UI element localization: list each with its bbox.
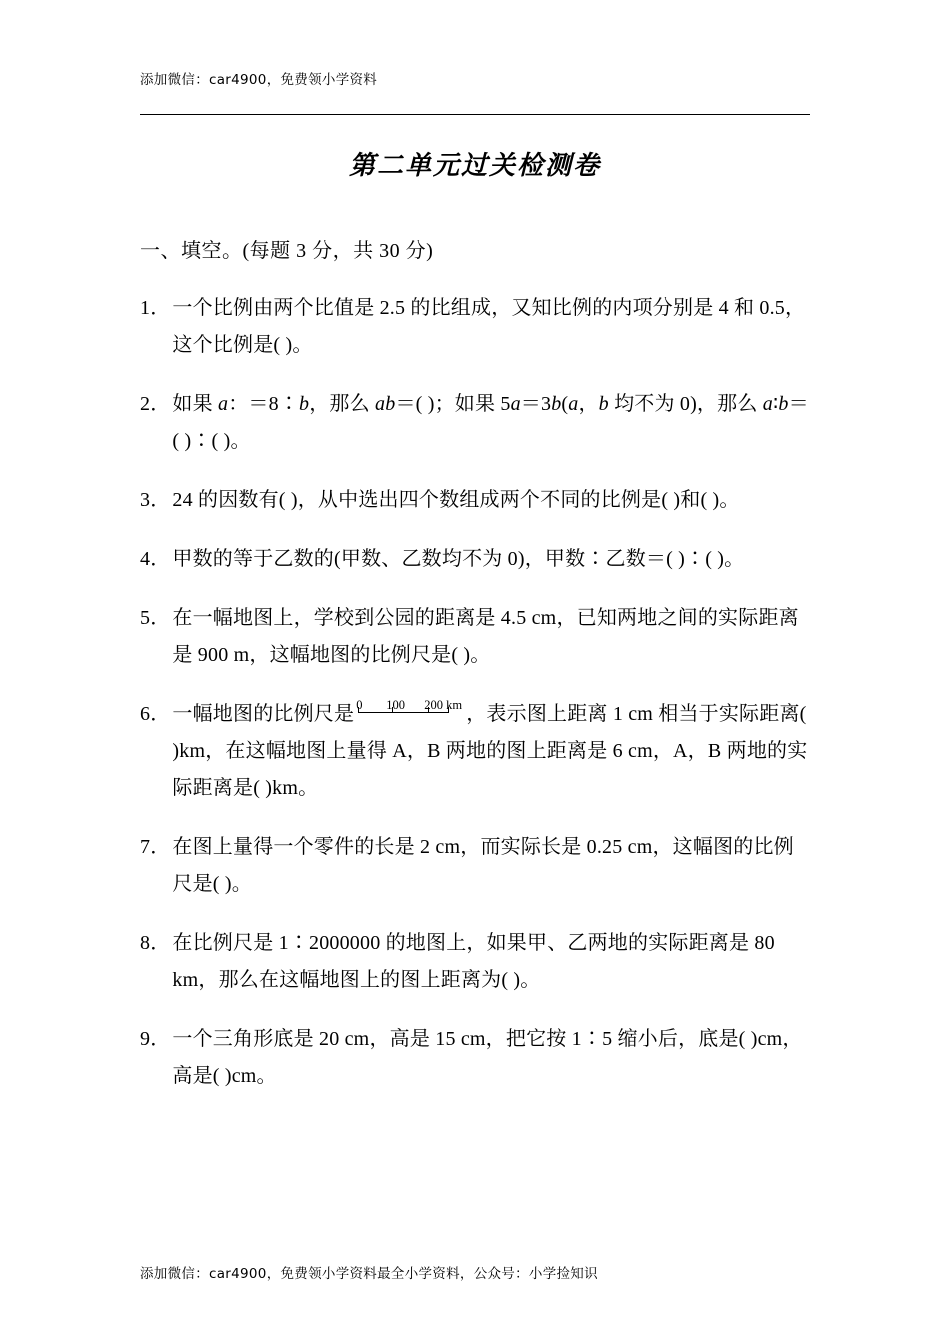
q2-part: ∶ [772, 393, 779, 415]
question-item [140, 829, 810, 903]
question-item [140, 925, 810, 999]
q2-var: b [551, 393, 562, 415]
scale-label-200km: 200 km [424, 698, 463, 712]
q2-var: b [778, 393, 789, 415]
question-item [140, 1021, 810, 1095]
q2-var: a [510, 393, 521, 415]
q2-part: ( [561, 393, 569, 415]
question-item [140, 482, 810, 519]
q6-text-after: ，表示图上距离 1 cm 相当于实际距离( )km，在这幅地图上量得 A，B 两地的图上距离是 6 cm，A，B 两地的实际距离是( )km。 [172, 703, 808, 799]
q2-var: a [218, 393, 229, 415]
q2-var: b [299, 393, 310, 415]
question-text: 一个三角形底是 20 cm，高是 15 cm，把它按 1∶5 缩小后，底是( )cm，高是( )cm。 [172, 1028, 803, 1087]
question-text: 在比例尺是 1∶2000000 的地图上，如果甲、乙两地的实际距离是 80 km，那么在这幅地图上的图上距离为( )。 [172, 932, 775, 991]
question-number: 5． [140, 607, 171, 629]
footer-watermark-note: 添加微信：car4900，免费领小学资料最全小学资料，公众号：小学捡知识 [140, 1266, 598, 1282]
header-watermark-note: 添加微信：car4900，免费领小学资料 [140, 72, 378, 88]
q2-part: ＝( )；如果 5 [395, 393, 511, 415]
scale-bar-tick [448, 707, 449, 713]
question-item [140, 541, 810, 578]
scale-label-100: 100 [386, 698, 405, 712]
q2-part: ＝( )∶( )。 [172, 393, 809, 452]
question-text: 在图上量得一个零件的长是 2 cm，而实际长是 0.25 cm，这幅图的比例尺是( )。 [172, 836, 794, 895]
question-text: 24 的因数有( )，从中选出四个数组成两个不同的比例是( )和( )。 [172, 489, 740, 511]
question-number: 9． [140, 1028, 171, 1050]
question-text [172, 386, 810, 460]
header-divider [140, 114, 810, 115]
question-number: 3． [140, 489, 171, 511]
question-item [140, 696, 810, 807]
q2-var: b [598, 393, 609, 415]
question-text: 甲数的等于乙数的(甲数、乙数均不为 0)，甲数∶乙数＝( )∶( )。 [172, 548, 745, 570]
q2-var: a [762, 393, 773, 415]
section-heading: 一、填空。(每题 3 分，共 30 分) [140, 240, 434, 262]
question-text: 一个比例由两个比值是 2.5 的比组成，又知比例的内项分别是 4 和 0.5，这个比例是( )。 [172, 297, 806, 356]
scale-bar-tick [358, 707, 359, 713]
page-title: 第二单元过关检测卷 [348, 151, 601, 181]
scale-label-0: 0 [356, 698, 363, 712]
q2-part: 如果 [172, 393, 219, 415]
map-scale-bar-figure [356, 696, 464, 722]
scale-bar-tick [428, 707, 429, 713]
q2-part: ，那么 [309, 393, 376, 415]
question-number: 7． [140, 836, 171, 858]
q2-var: a [568, 393, 579, 415]
question-text: 在一幅地图上，学校到公园的距离是 4.5 cm，已知两地之间的实际距离是 900 m，这幅地图的比例尺是( )。 [172, 607, 799, 666]
q2-part: ， [578, 393, 599, 415]
question-number: 8． [140, 932, 171, 954]
question-number: 2． [140, 393, 171, 415]
scale-bar-line [358, 712, 448, 713]
question-text [172, 696, 810, 807]
question-number: 6． [140, 703, 171, 725]
question-item [140, 290, 810, 364]
question-number: 1． [140, 297, 171, 319]
q2-part: ＝3 [520, 393, 552, 415]
scale-bar-tick [392, 707, 393, 713]
question-item [140, 386, 810, 460]
q2-part: ：＝8∶ [228, 393, 300, 415]
question-item [140, 600, 810, 674]
question-number: 4． [140, 548, 171, 570]
q2-part: 均不为 0)，那么 [608, 393, 763, 415]
q6-text-before: 一幅地图的比例尺是 [172, 703, 355, 725]
q2-var: ab [375, 393, 396, 415]
